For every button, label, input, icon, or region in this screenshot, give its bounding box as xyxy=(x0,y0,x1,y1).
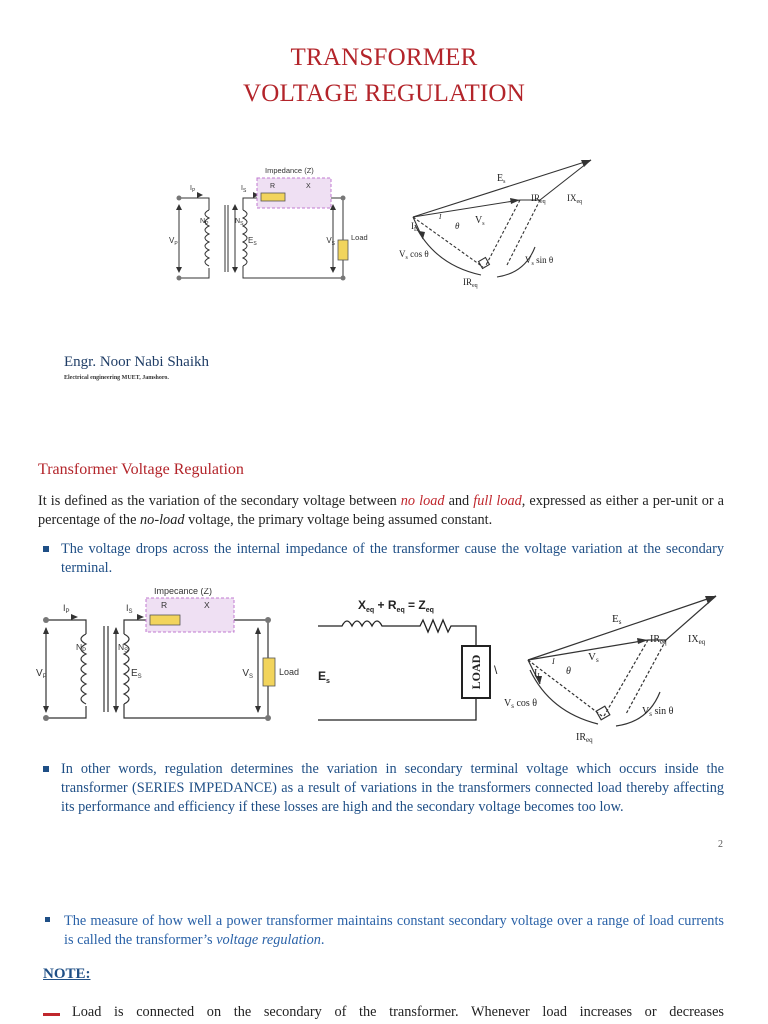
svg-text:VP: $V_P$ xyxy=(169,236,178,247)
dash-bullet-icon xyxy=(43,1013,60,1016)
svg-text:NP: $N_P$ xyxy=(200,218,209,227)
svg-text:IL: $I_L$ xyxy=(411,221,418,233)
svg-text:IXeq: $IX_{eq}$ xyxy=(567,193,583,205)
svg-text:IL: $I_L$ xyxy=(534,668,542,680)
phasor-diagram-large xyxy=(500,588,730,748)
svg-text:X: X xyxy=(306,183,311,190)
svg-text:Load: Load xyxy=(351,233,368,242)
bullet-square-icon xyxy=(43,766,49,772)
svg-text:VS: $V_S$ xyxy=(242,668,253,680)
svg-text:NP: $N_P$ xyxy=(76,642,87,654)
svg-text:Impecance (Z): Impecance (Z) xyxy=(154,588,213,596)
bullet-square-icon xyxy=(45,917,50,922)
svg-text:NS: $N_S$ xyxy=(118,642,129,654)
svg-text:LOAD: LOAD xyxy=(469,654,483,690)
svg-text:IReq: $IR_{eq}$ xyxy=(531,193,546,205)
svg-text:Load: Load xyxy=(279,667,300,677)
section-heading: Transformer Voltage Regulation xyxy=(38,461,244,478)
svg-text:I: I xyxy=(439,213,442,221)
svg-text:IP: $I_P$ xyxy=(63,603,70,615)
page-title-line2: VOLTAGE REGULATION xyxy=(243,80,525,107)
svg-text:Vs cos θ: $V_s$ cos θ xyxy=(504,698,538,710)
svg-text:NS: $N_S$ xyxy=(235,218,244,227)
transformer-circuit-diagram xyxy=(165,160,375,290)
definition-paragraph: It is defined as the variation of the secondary voltage between no load and full load, expressed as either a per-unit or a percentage of the no-load voltage, the primary voltage being assumed constant. xyxy=(38,493,725,528)
page-number: 2 xyxy=(718,839,723,850)
svg-text:R: R xyxy=(161,600,168,610)
svg-text:Vs sin θ: $V_s$ sin θ xyxy=(525,255,554,267)
svg-text:IP: $I_P$ xyxy=(190,185,196,194)
svg-text:IReq: $IR_{eq}$ xyxy=(576,732,593,744)
svg-text:Vs: $V_s$ xyxy=(475,215,485,227)
svg-text:IS: $I_S$ xyxy=(241,185,247,194)
equivalent-circuit-diagram xyxy=(316,594,506,724)
svg-text:Xeq + Req = Zeq: $X_{eq} + R_{eq} = Z_{eq}$ xyxy=(358,598,434,614)
note-label: NOTE: xyxy=(43,966,91,982)
svg-text:ES: $E_S$ xyxy=(248,236,257,247)
svg-text:VP: $V_P$ xyxy=(36,668,47,680)
svg-text:VS: $V_S$ xyxy=(326,236,335,247)
transformer-circuit-diagram-large xyxy=(36,588,306,728)
author-affiliation: Electrical engineering MUET, Jamshoro. xyxy=(64,375,169,381)
svg-text:Es: Es xyxy=(612,613,622,626)
page-title-line1: TRANSFORMER xyxy=(290,44,478,71)
svg-text:\: \ xyxy=(494,663,498,677)
svg-text:X: X xyxy=(204,600,210,610)
svg-text:θ: θ xyxy=(455,221,460,231)
svg-text:R: R xyxy=(270,183,276,190)
author-name: Engr. Noor Nabi Shaikh xyxy=(64,354,209,370)
svg-text:Vs cos θ: $V_s$ cos θ xyxy=(399,249,429,261)
svg-text:Impedance (Z): Impedance (Z) xyxy=(265,166,314,175)
svg-text:Es: $E_s$ xyxy=(497,173,506,185)
svg-text:IReq: $IR_{eq}$ xyxy=(650,634,667,646)
bullet-square-icon xyxy=(43,546,49,552)
svg-text:IXeq: $IX_{eq}$ xyxy=(688,634,706,646)
svg-text:Vs sin θ: $V_s$ sin θ xyxy=(642,706,674,718)
svg-text:IReq: $IR_{eq}$ xyxy=(463,277,478,289)
svg-text:θ: θ xyxy=(566,666,571,677)
svg-text:Es: $E_s$ xyxy=(318,669,330,685)
phasor-diagram xyxy=(395,155,595,295)
svg-text:Vs: Vs xyxy=(588,651,599,664)
svg-text:IS: $I_S$ xyxy=(126,603,133,615)
svg-text:I: I xyxy=(552,657,555,666)
note-text: Load is connected on the secondary of the transformer. Whenever load increases or decreases xyxy=(72,1004,724,1020)
svg-text:ES: $E_S$ xyxy=(131,668,142,680)
